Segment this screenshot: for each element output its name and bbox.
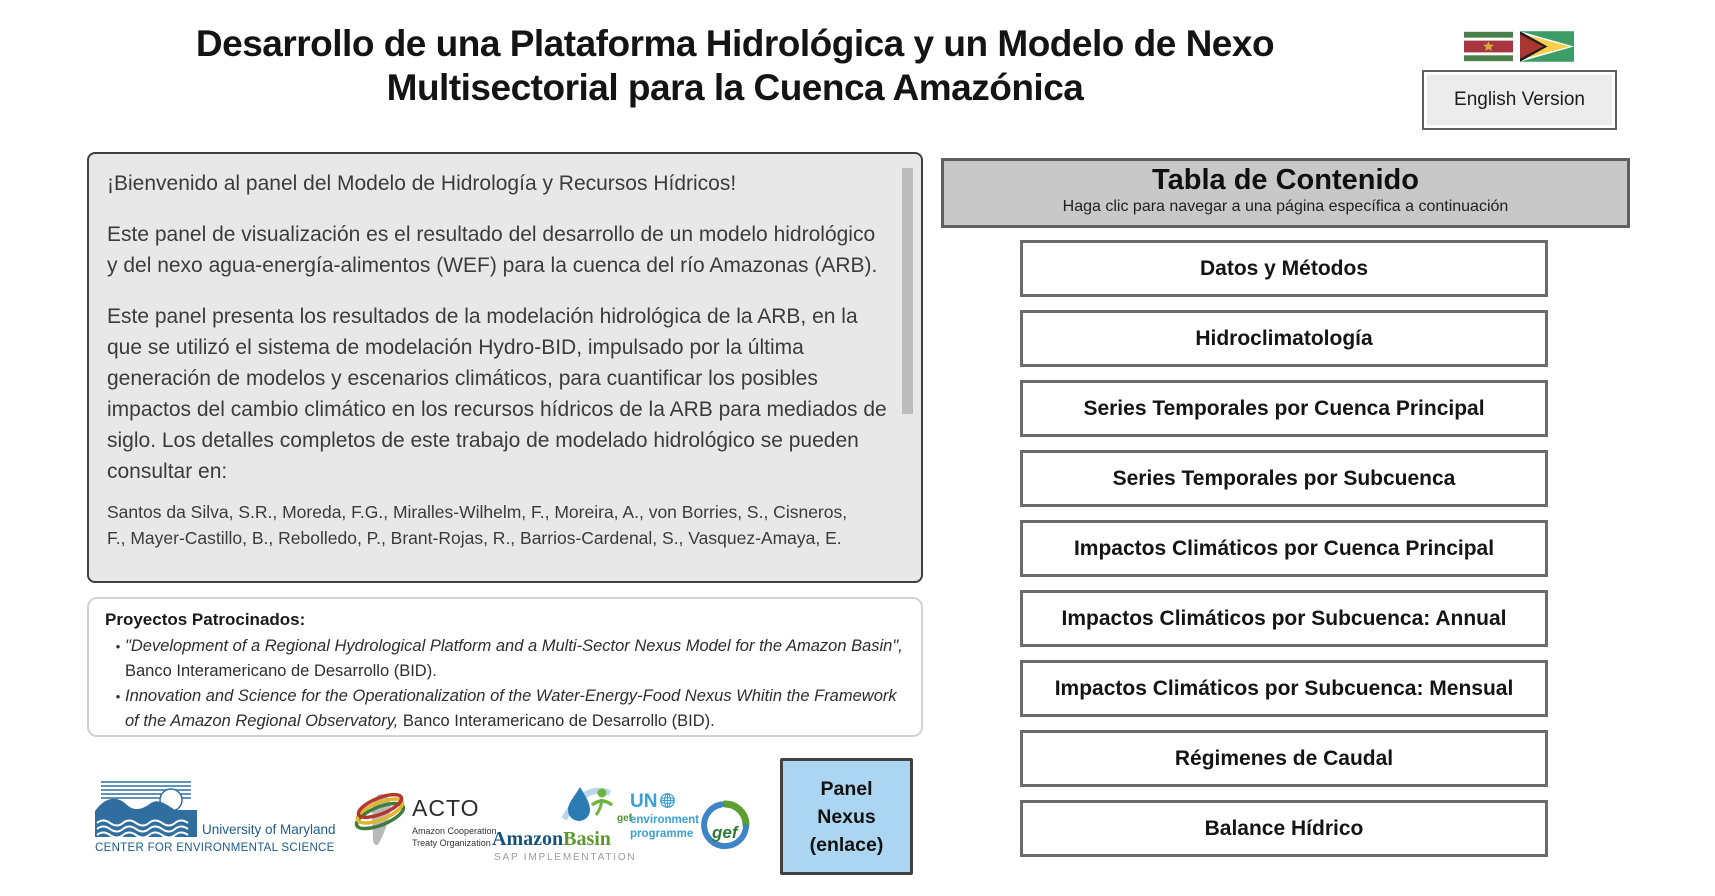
toc-header bbox=[941, 158, 1630, 228]
welcome-paragraph-1: ¡Bienvenido al panel del Modelo de Hidrología y Recursos Hídricos! bbox=[107, 172, 737, 195]
toc-button-impactos-climaticos-cuenca-principal[interactable]: Impactos Climáticos por Cuenca Principal bbox=[1020, 520, 1548, 577]
toc-title: Tabla de Contenido bbox=[1152, 164, 1419, 196]
english-version-label: English Version bbox=[1454, 89, 1585, 110]
toc-button-impactos-climaticos-subcuenca-annual[interactable]: Impactos Climáticos por Subcuenca: Annual bbox=[1020, 590, 1548, 647]
toc-button-impactos-climaticos-subcuenca-mensual[interactable]: Impactos Climáticos por Subcuenca: Mensual bbox=[1020, 660, 1548, 717]
toc-button-hidroclimatologia[interactable]: Hidroclimatología bbox=[1020, 310, 1548, 367]
project-item bbox=[105, 634, 905, 684]
acto-logo-sub1: Amazon Cooperation bbox=[412, 826, 497, 836]
welcome-scrollbar-thumb[interactable] bbox=[902, 168, 913, 414]
welcome-paragraph-3: Este panel presenta los resultados de la modelación hidrológica de la ARB, en la que se utilizó el sistema de modelación Hydro-BID, impulsado por la última generación de modelos y escenarios climáticos, para cuantificar los posibles impactos del cambio climático en los recursos hídricos de la ARB para mediados de siglo. Los detalles completos de este trabajo de modelado hidrológico se pueden consultar en: bbox=[107, 305, 887, 483]
flag-row bbox=[1464, 31, 1574, 62]
projects-heading: Proyectos Patrocinados: bbox=[105, 610, 306, 629]
unep-logo-line1: environment bbox=[630, 814, 700, 826]
page-title-line2: Multisectorial para la Cuenca Amazónica bbox=[386, 67, 1084, 108]
gef-logo-icon bbox=[700, 800, 750, 857]
umces-logo-line1: University of Maryland bbox=[202, 822, 336, 837]
acto-logo-name: ACTO bbox=[412, 795, 480, 821]
bullet-icon: • bbox=[115, 689, 121, 704]
amazon-basin-logo-sub: SAP IMPLEMENTATION bbox=[494, 852, 637, 863]
suriname-flag-icon bbox=[1464, 31, 1513, 62]
toc-button-datos-y-metodos[interactable]: Datos y Métodos bbox=[1020, 240, 1548, 297]
toc-button-balance-hidrico[interactable]: Balance Hídrico bbox=[1020, 800, 1548, 857]
acto-logo-icon bbox=[352, 786, 408, 853]
unep-logo-line2: programme bbox=[630, 828, 694, 840]
welcome-panel bbox=[87, 152, 923, 583]
unep-logo-name: UN bbox=[630, 791, 676, 815]
toc-button-series-temporales-subcuenca[interactable]: Series Temporales por Subcuenca bbox=[1020, 450, 1548, 507]
sponsored-projects-box bbox=[87, 597, 923, 737]
citation-line2-clipped: F., Mayer-Castillo, B., Rebolledo, P., Brant-Rojas, R., Barrios-Cardenal, S., Vasquez-Amaya, E. bbox=[107, 528, 842, 548]
project-item bbox=[105, 684, 905, 734]
un-emblem-icon bbox=[659, 792, 676, 815]
page-title-line1: Desarrollo de una Plataforma Hidrológica y un Modelo de Nexo bbox=[195, 23, 1275, 64]
umces-logo-line2: CENTER FOR ENVIRONMENTAL SCIENCE bbox=[95, 842, 335, 854]
welcome-paragraph-2: Este panel de visualización es el resultado del desarrollo de un modelo hidrológico y del nexo agua-energía-alimentos (WEF) para la cuenca del río Amazonas (ARB). bbox=[107, 223, 878, 277]
project-item-text: "Development of a Regional Hydrological Platform and a Multi-Sector Nexus Model for the Amazon Basin", Banco Interamericano de Desarrollo (BID). bbox=[125, 637, 903, 680]
amazon-basin-gef-tag: gef bbox=[617, 813, 632, 824]
english-version-button[interactable] bbox=[1422, 70, 1617, 130]
amazon-basin-logo-name: AmazonBasin bbox=[492, 828, 611, 850]
toc-button-regimenes-de-caudal[interactable]: Régimenes de Caudal bbox=[1020, 730, 1548, 787]
nexus-panel-link-button[interactable]: Panel Nexus (enlace) bbox=[780, 758, 913, 875]
acto-logo-sub2: Treaty Organization bbox=[412, 838, 491, 848]
toc-list bbox=[1020, 240, 1548, 870]
guyana-flag-icon bbox=[1520, 31, 1574, 62]
page-title bbox=[118, 22, 1352, 110]
citation-line1: Santos da Silva, S.R., Moreda, F.G., Miralles-Wilhelm, F., Moreira, A., von Borries, S., Cisneros, bbox=[107, 502, 848, 522]
toc-button-series-temporales-cuenca-principal[interactable]: Series Temporales por Cuenca Principal bbox=[1020, 380, 1548, 437]
umces-logo-icon bbox=[95, 779, 197, 842]
bullet-icon: • bbox=[115, 639, 121, 654]
project-item-text: Innovation and Science for the Operationalization of the Water-Energy-Food Nexus Whitin the Framework of the Amazon Regional Observatory, Banco Interamericano de Desarrollo (BID). bbox=[125, 687, 897, 730]
gef-logo-label: gef bbox=[712, 823, 738, 842]
toc-subtitle: Haga clic para navegar a una página específica a continuación bbox=[1062, 198, 1509, 215]
